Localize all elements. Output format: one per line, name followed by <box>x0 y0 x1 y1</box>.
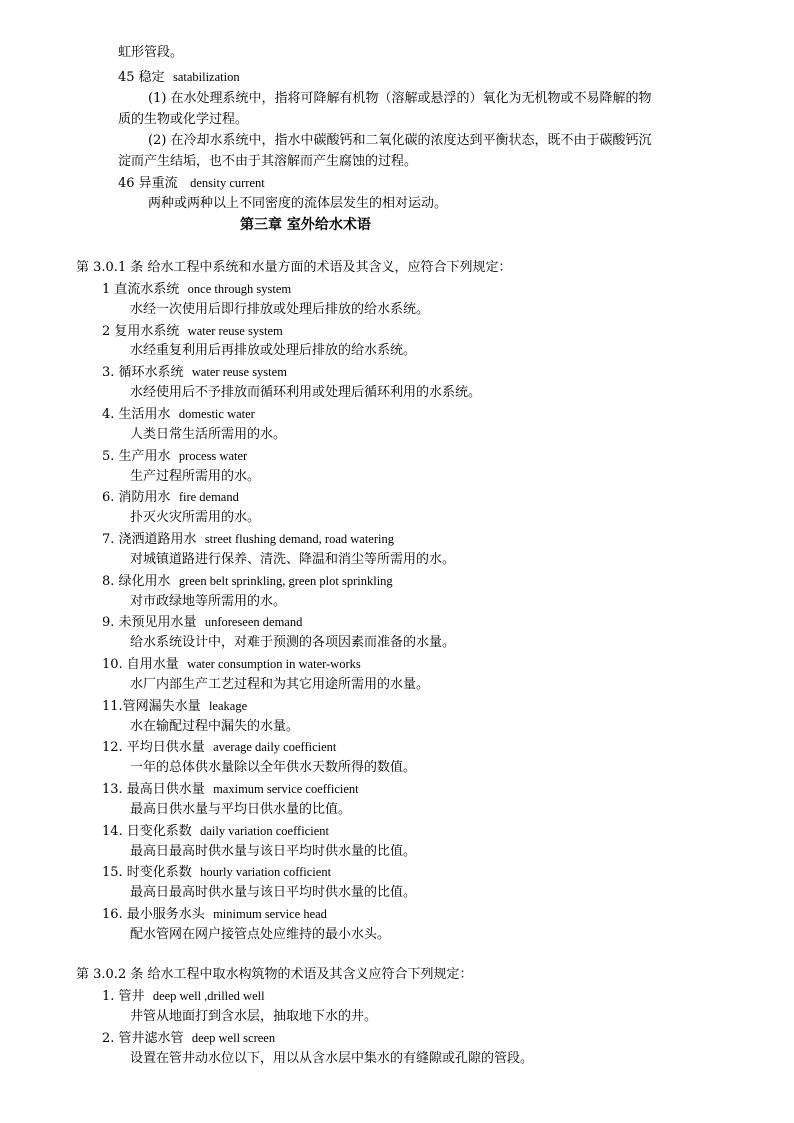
definition <box>130 884 416 902</box>
term-en: unforeseen demand <box>204 615 303 629</box>
term-item <box>102 822 329 841</box>
text-cn: 淀而产生结垢，也不由于其溶解而产生腐蚀的过程。 <box>118 154 418 169</box>
definition <box>130 759 416 777</box>
definition <box>130 718 299 736</box>
text-cn: 第 3.0.2 条 给水工程中取水构筑物的术语及其含义应符合下列规定： <box>76 967 473 982</box>
term-en: deep well screen <box>191 1031 276 1045</box>
definition <box>130 384 481 402</box>
text-cn: 水经使用后不予排放而循环利用或处理后循环利用的水系统。 <box>130 385 482 400</box>
text-cn: 水在输配过程中漏失的水量。 <box>130 719 300 734</box>
text-cn: 扑灭火灾所需用的水。 <box>130 510 261 525</box>
text-cn: 虹形管段。 <box>118 45 184 60</box>
term-cn: 9. 未预见用水量 <box>102 615 197 630</box>
term-cn: 10. 自用水量 <box>102 657 179 672</box>
article-3-0-2 <box>76 966 472 984</box>
text-cn: 水经一次使用后即行排放或处理后排放的给水系统。 <box>130 302 430 317</box>
definition <box>130 426 286 444</box>
definition <box>130 551 455 569</box>
term-en: process water <box>178 449 248 463</box>
heading-text: 第三章 室外给水术语 <box>240 217 371 233</box>
term-item <box>102 905 327 924</box>
term-cn: 2 复用水系统 <box>102 324 180 339</box>
term-item <box>102 613 302 632</box>
term-en: water reuse system <box>191 365 287 379</box>
term-item <box>102 572 393 591</box>
term-item <box>102 697 247 716</box>
text-cn: 水经重复利用后再排放或处理后排放的给水系统。 <box>130 343 417 358</box>
text-line <box>148 132 652 150</box>
definition <box>130 468 260 486</box>
term-cn: 14. 日变化系数 <box>102 824 192 839</box>
term-en: once through system <box>187 282 292 296</box>
term-cn: 11.管网漏失水量 <box>102 699 201 714</box>
text-cn: 最高日最高时供水量与该日平均时供水量的比值。 <box>130 844 417 859</box>
term-item <box>102 363 287 382</box>
term-cn: 4. 生活用水 <box>102 407 171 422</box>
term-cn: 45 稳定 <box>118 70 165 85</box>
text-cn: 最高日最高时供水量与该日平均时供水量的比值。 <box>130 885 417 900</box>
term-item <box>102 987 265 1006</box>
text-cn: 配水管网在网户接管点处应维持的最小水头。 <box>130 927 391 942</box>
term-en: domestic water <box>178 407 255 421</box>
term-cn: 46 异重流 <box>118 176 178 191</box>
term-item <box>102 405 255 424</box>
definition <box>130 634 455 652</box>
text-cn: 生产过程所需用的水。 <box>130 469 261 484</box>
term-en: hourly variation cofficient <box>200 865 332 879</box>
text-cn: 对城镇道路进行保养、清洗、降温和消尘等所需用的水。 <box>130 552 456 567</box>
text-cn: 最高日供水量与平均日供水量的比值。 <box>130 802 352 817</box>
definition <box>130 843 416 861</box>
text-cn: 设置在管井动水位以下，用以从含水层中集水的有缝隙或孔隙的管段。 <box>130 1051 534 1066</box>
term-item <box>102 1029 275 1048</box>
text-cn: 第 3.0.1 条 给水工程中系统和水量方面的术语及其含义，应符合下列规定： <box>76 260 512 275</box>
term-en: leakage <box>208 699 248 713</box>
text-line <box>118 111 248 129</box>
term-cn: 16. 最小服务水头 <box>102 907 205 922</box>
definition <box>130 509 260 527</box>
term-item <box>102 322 283 341</box>
text-cn: 对市政绿地等所需用的水。 <box>130 594 287 609</box>
term-item <box>102 280 291 299</box>
term-en: green belt sprinkling, green plot sprinkling <box>178 574 393 588</box>
text-cn: 质的生物或化学过程。 <box>118 112 249 127</box>
term-en: water consumption in water-works <box>187 657 361 671</box>
term-cn: 2. 管井滤水管 <box>102 1031 184 1046</box>
term-en: density current <box>190 176 265 190</box>
article-3-0-1 <box>76 259 511 277</box>
text-line <box>148 90 652 108</box>
definition <box>130 676 429 694</box>
term-cn: 1. 管井 <box>102 989 145 1004</box>
term-cn: 6. 消防用水 <box>102 490 171 505</box>
term-cn: 7. 浇洒道路用水 <box>102 532 197 547</box>
text-line <box>118 153 417 171</box>
definition <box>130 926 390 944</box>
text-cn: 给水系统设计中，对难于预测的各项因素而准备的水量。 <box>130 635 456 650</box>
definition <box>130 1050 533 1068</box>
text-cn: 一年的总体供水量除以全年供水天数所得的数值。 <box>130 760 417 775</box>
term-cn: 15. 时变化系数 <box>102 865 192 880</box>
term-cn: 1 直流水系统 <box>102 282 180 297</box>
definition <box>130 342 416 360</box>
term-46 <box>118 174 265 193</box>
text-cn: (2) 在冷却水系统中，指水中碳酸钙和二氧化碳的浓度达到平衡状态，既不由于碳酸钙沉 <box>148 133 652 148</box>
text-line <box>118 44 183 62</box>
term-cn: 13. 最高日供水量 <box>102 782 205 797</box>
term-en: minimum service head <box>213 907 327 921</box>
term-cn: 12. 平均日供水量 <box>102 740 205 755</box>
term-en: satabilization <box>172 70 240 84</box>
term-en: fire demand <box>178 490 239 504</box>
term-en: daily variation coefficient <box>200 824 329 838</box>
term-45 <box>118 68 240 87</box>
term-item <box>102 863 331 882</box>
term-en: average daily coefficient <box>213 740 337 754</box>
text-cn: (1) 在水处理系统中，指将可降解有机物（溶解或悬浮的）氧化为无机物或不易降解的物 <box>148 91 652 106</box>
definition <box>130 801 351 819</box>
term-en: deep well ,drilled well <box>152 989 265 1003</box>
chapter-heading <box>240 216 371 234</box>
text-cn: 井管从地面打到含水层，抽取地下水的井。 <box>130 1009 378 1024</box>
term-en: maximum service coefficient <box>213 782 359 796</box>
text-cn: 两种或两种以上不同密度的流体层发生的相对运动。 <box>148 196 448 211</box>
definition <box>130 301 429 319</box>
term-cn: 3. 循环水系统 <box>102 365 184 380</box>
term-item <box>102 488 239 507</box>
term-cn: 8. 绿化用水 <box>102 574 171 589</box>
text-cn: 人类日常生活所需用的水。 <box>130 427 287 442</box>
text-line <box>148 195 447 213</box>
definition <box>130 593 286 611</box>
term-item <box>102 447 247 466</box>
term-en: water reuse system <box>187 324 283 338</box>
term-item <box>102 738 336 757</box>
term-item <box>102 780 359 799</box>
definition <box>130 1008 377 1026</box>
term-en: street flushing demand, road watering <box>204 532 394 546</box>
term-cn: 5. 生产用水 <box>102 449 171 464</box>
text-cn: 水厂内部生产工艺过程和为其它用途所需用的水量。 <box>130 677 430 692</box>
term-item <box>102 530 394 549</box>
term-item <box>102 655 361 674</box>
